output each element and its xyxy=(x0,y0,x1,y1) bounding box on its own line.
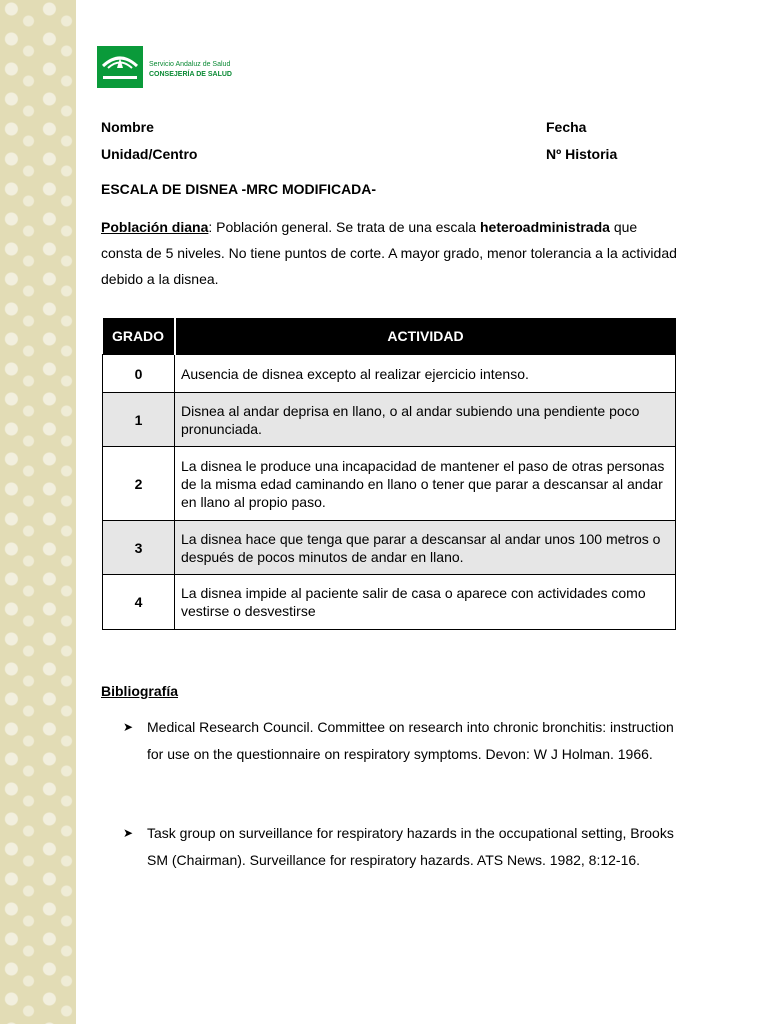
grado-cell: 4 xyxy=(103,575,175,630)
table-header-row xyxy=(103,318,676,355)
actividad-cell: La disnea le produce una incapacidad de mantener el paso de otras personas de la misma edad caminando en llano o tener que parar a descansar al andar en llano al propio paso. xyxy=(175,447,676,521)
actividad-cell: Disnea al andar deprisa en llano, o al andar subiendo una pendiente poco pronunciada. xyxy=(175,393,676,447)
logo-line-1: Servicio Andaluz de Salud xyxy=(149,61,231,68)
mrc-scale-table xyxy=(102,318,676,630)
fecha-label: Fecha xyxy=(546,119,587,135)
grado-cell: 1 xyxy=(103,393,175,447)
junta-andalucia-logo xyxy=(97,46,247,88)
logo-emblem-icon xyxy=(97,46,143,88)
table-row xyxy=(103,393,676,447)
bullet-arrow-icon: ➤ xyxy=(123,826,134,840)
intro-text-a: : Población general. Se trata de una escala xyxy=(208,219,480,235)
header-grado: GRADO xyxy=(103,318,175,355)
intro-text-b: que consta de 5 niveles. No tiene puntos de corte. A mayor grado, menor tolerancia a la actividad debido a la disnea. xyxy=(101,219,677,287)
poblacion-diana-label: Población diana xyxy=(101,219,209,235)
grado-cell: 2 xyxy=(103,447,175,521)
actividad-cell: La disnea hace que tenga que parar a descansar al andar unos 100 metros o después de pocos minutos de andar en llano. xyxy=(175,521,676,575)
document-title: ESCALA DE DISNEA -MRC MODIFICADA- xyxy=(101,181,377,197)
logo-line-2: CONSEJERÍA DE SALUD xyxy=(149,71,232,78)
table-row xyxy=(103,575,676,630)
grado-cell: 0 xyxy=(103,355,175,393)
nombre-label: Nombre xyxy=(101,119,154,135)
bullet-arrow-icon: ➤ xyxy=(123,720,134,734)
table-row xyxy=(103,355,676,393)
decorative-side-band xyxy=(0,0,76,1024)
header-actividad: ACTIVIDAD xyxy=(175,318,676,355)
actividad-cell: La disnea impide al paciente salir de casa o aparece con actividades como vestirse o desvestirse xyxy=(175,575,676,630)
bibliografia-heading: Bibliografía xyxy=(101,683,179,699)
bibliography-item: Medical Research Council. Committee on research into chronic bronchitis: instruction for use on the questionnaire on respiratory symptoms. Devon: W J Holman. 1966. xyxy=(147,719,674,762)
table-row xyxy=(103,521,676,575)
bibliography-item: Task group on surveillance for respiratory hazards in the occupational setting, Brooks SM (Chairman). Surveillance for respiratory hazards. ATS News. 1982, 8:12-16. xyxy=(147,825,674,868)
table-row xyxy=(103,447,676,521)
historia-label: Nº Historia xyxy=(546,146,618,162)
actividad-cell: Ausencia de disnea excepto al realizar ejercicio intenso. xyxy=(175,355,676,393)
intro-bold-term: heteroadministrada xyxy=(480,219,610,235)
grado-cell: 3 xyxy=(103,521,175,575)
intro-paragraph xyxy=(101,214,681,292)
unidad-centro-label: Unidad/Centro xyxy=(101,146,198,162)
